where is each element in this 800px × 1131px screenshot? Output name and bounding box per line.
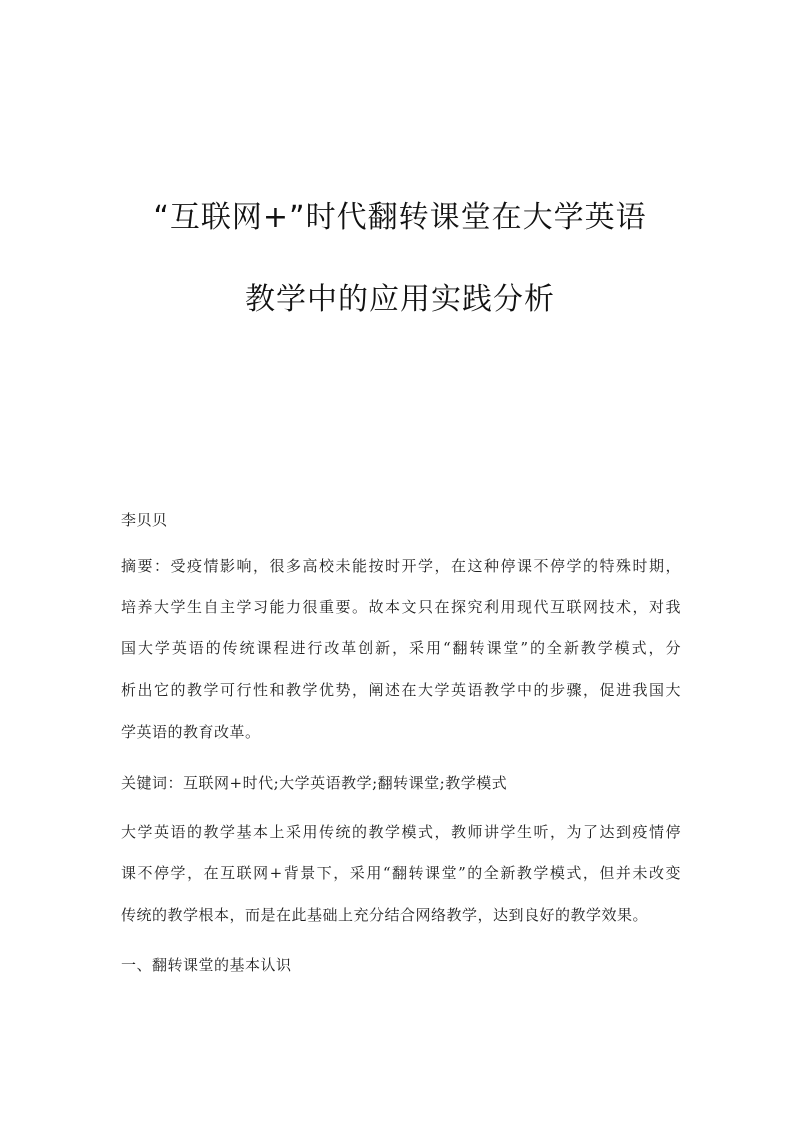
intro-line-2: 课不停学，在互联网+背景下，采用“翻转课堂”的全新教学模式，但并未改变 bbox=[121, 864, 681, 882]
abstract-line-1: 摘要：受疫情影响，很多高校未能按时开学，在这种停课不停学的特殊时期， bbox=[121, 557, 681, 575]
intro-line-1: 大学英语的教学基本上采用传统的教学模式，教师讲学生听，为了达到疫情停 bbox=[121, 823, 681, 841]
document-title-line-2: 教学中的应用实践分析 bbox=[245, 282, 555, 317]
abstract-line-2: 培养大学生自主学习能力很重要。故本文只在探究利用现代互联网技术，对我 bbox=[121, 598, 681, 616]
abstract-line-4: 析出它的教学可行性和教学优势，阐述在大学英语教学中的步骤，促进我国大 bbox=[121, 681, 681, 699]
abstract-line-5: 学英语的教育改革。 bbox=[121, 723, 261, 741]
intro-line-3: 传统的教学根本，而是在此基础上充分结合网络教学，达到良好的教学效果。 bbox=[121, 906, 649, 924]
keywords-line: 关键词：互联网+时代;大学英语教学;翻转课堂;教学模式 bbox=[121, 774, 508, 792]
abstract-line-3: 国大学英语的传统课程进行改革创新，采用“翻转课堂”的全新教学模式，分 bbox=[121, 639, 681, 657]
section-heading-1: 一、翻转课堂的基本认识 bbox=[121, 956, 292, 974]
author-name: 李贝贝 bbox=[121, 511, 168, 529]
document-title-line-1: “互联网+”时代翻转课堂在大学英语 bbox=[153, 200, 647, 235]
